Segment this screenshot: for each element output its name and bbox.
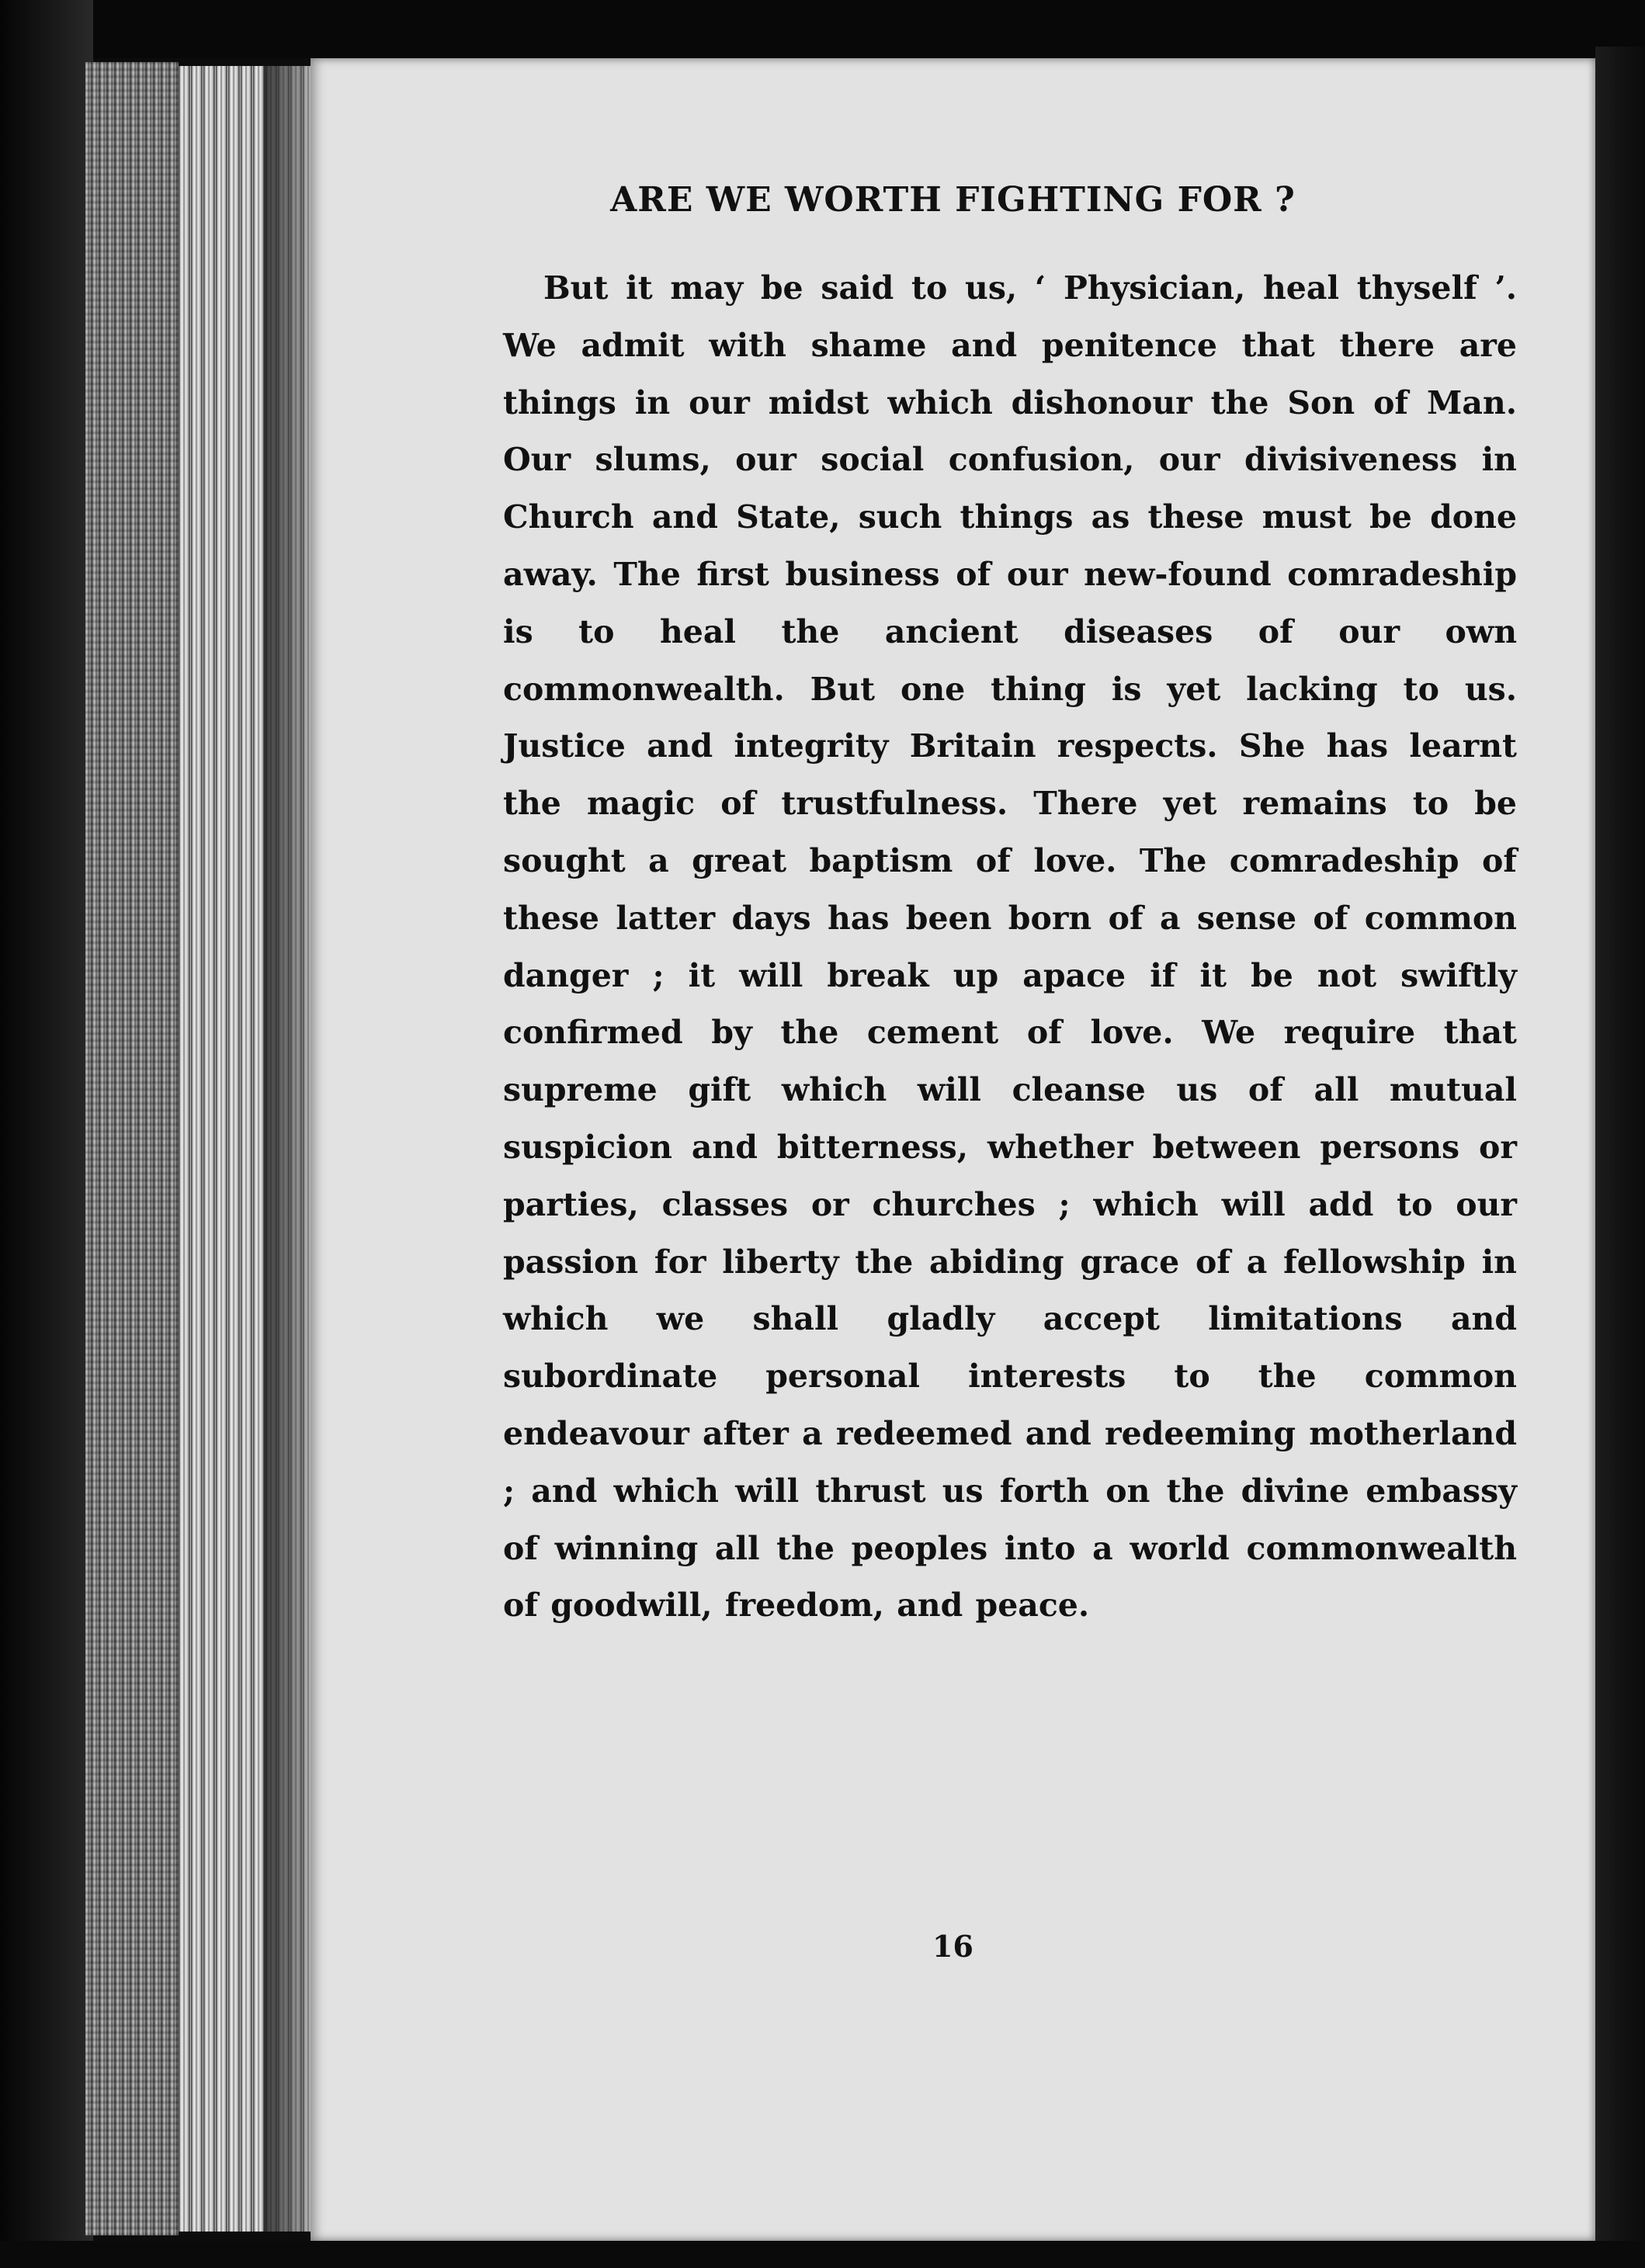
scan-right-border <box>1595 47 1645 2268</box>
scan-bottom-border <box>0 2241 1645 2268</box>
scan-left-border <box>0 0 93 2268</box>
page-number: 16 <box>932 1929 973 1964</box>
scan-top-border <box>0 0 1645 58</box>
body-paragraph: But it may be said to us, ‘ Physician, heal thyself ’. We admit with shame and penitence that there are things in our midst which dishonour the Son of Man. Our slums, our social confusion, our divisiveness in Church and State, such things as these must be done away. The first business of our new-found comradeship is to heal the ancient diseases of our own commonwealth. But one thing is yet lacking to us. Justice and integrity Britain respects. She has learnt the magic of trustfulness. There yet remains to be sought a great baptism of love. The comradeship of these latter days has been born of a sense of common danger ; it will break up apace if it be not swiftly confirmed by the cement of love. We require that supreme gift which will cleanse us of all mutual suspicion and bitterness, whether between persons or parties, classes or churches ; which will add to our passion for liberty the abiding grace of a fellowship in which we shall gladly accept limitations and subordinate personal interests to the common endeavour after a redeemed and redeeming motherland ; and which will thrust us forth on the divine embassy of winning all the peoples into a world commonwealth of goodwill, freedom, and peace. <box>503 269 1517 1625</box>
gutter-shadow <box>264 66 314 2232</box>
running-head: ARE WE WORTH FIGHTING FOR ? <box>610 180 1296 220</box>
binding-texture <box>85 62 179 2235</box>
